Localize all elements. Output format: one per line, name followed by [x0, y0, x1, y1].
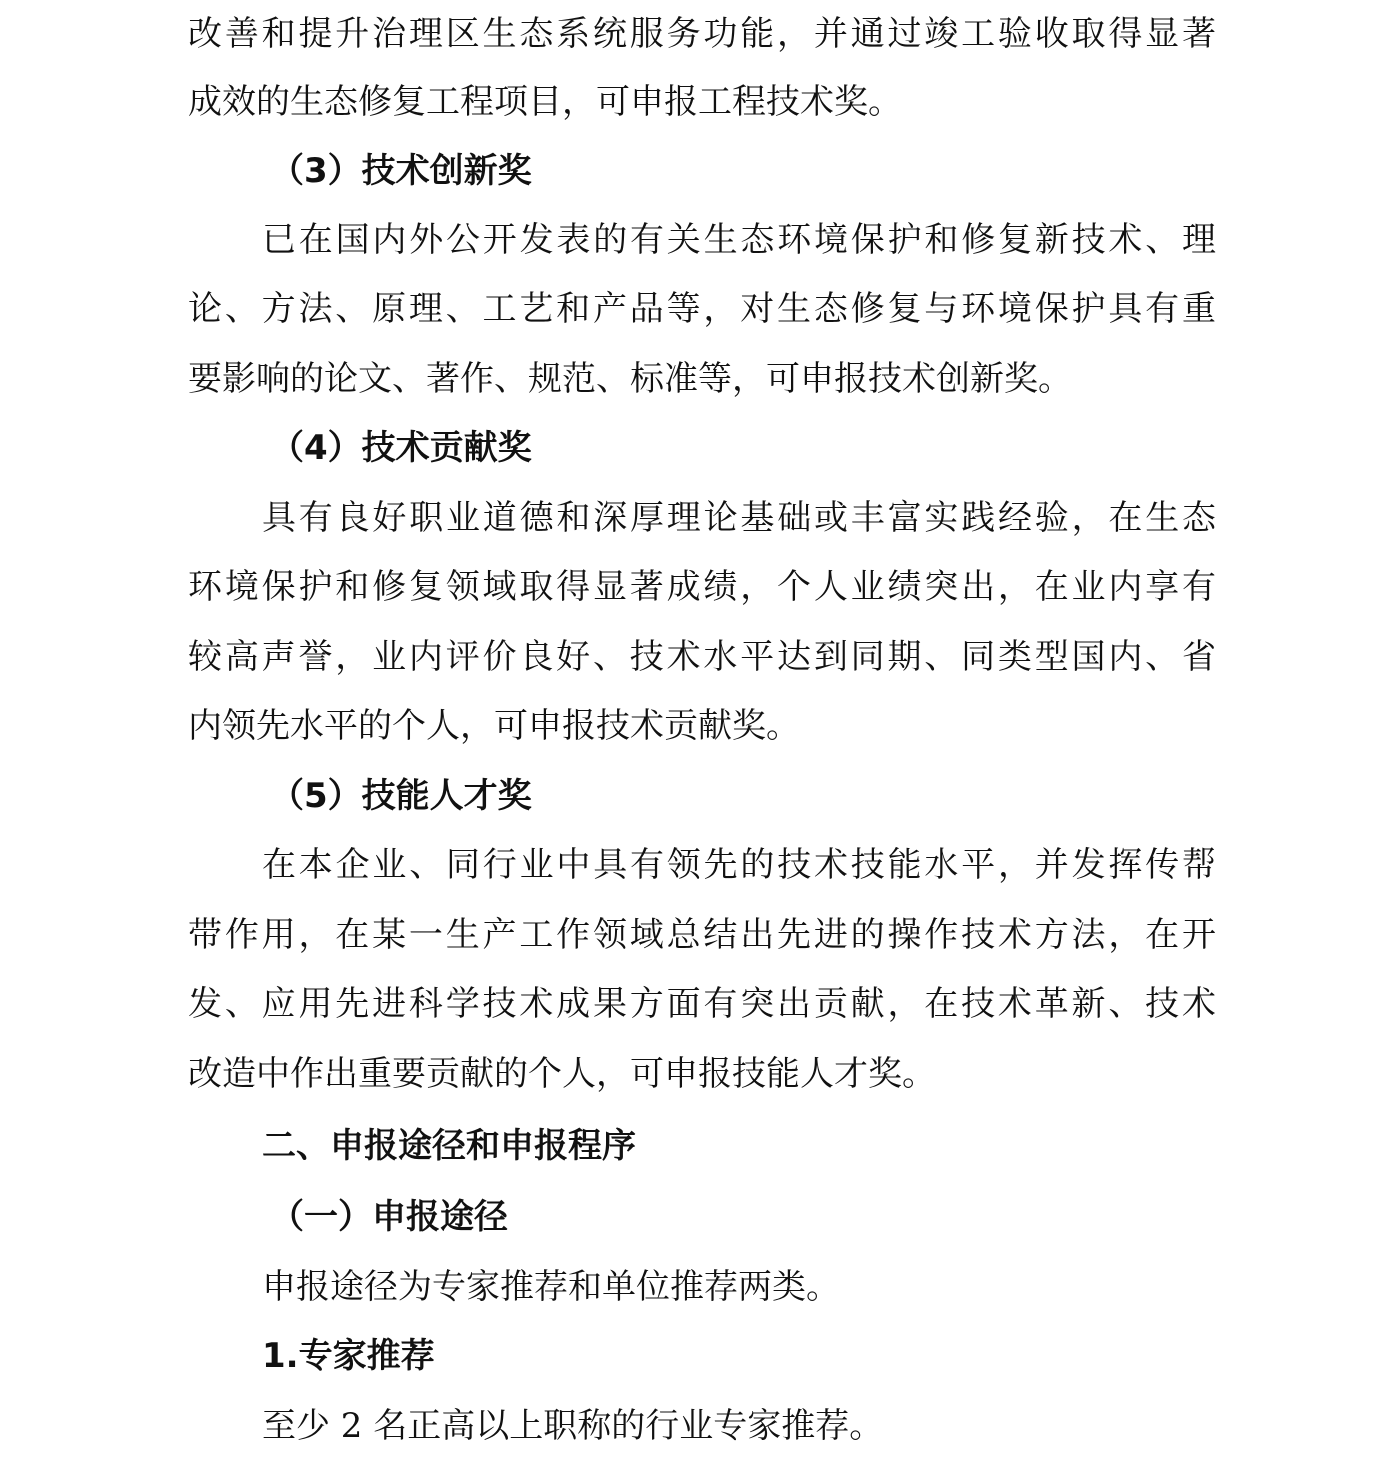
- paragraph-line-1: 改善和提升治理区生态系统服务功能，并通过竣工验收取得显著: [188, 14, 1216, 54]
- paragraph-line-12: 发、应用先进科学技术成果方面有突出贡献，在技术革新、技术: [188, 984, 1216, 1024]
- paragraph-line-7: 环境保护和修复领域取得显著成绩，个人业绩突出，在业内享有: [188, 567, 1216, 607]
- paragraph-line-5: 要影响的论文、著作、规范、标准等，可申报技术创新奖。: [188, 359, 1072, 399]
- paragraph-line-13: 改造中作出重要贡献的个人，可申报技能人才奖。: [188, 1054, 936, 1094]
- paragraph-line-4: 论、方法、原理、工艺和产品等，对生态修复与环境保护具有重: [188, 289, 1216, 329]
- section-heading-application-channels: 二、申报途径和申报程序: [262, 1126, 636, 1166]
- paragraph-line-3: 已在国内外公开发表的有关生态环境保护和修复新技术、理: [262, 220, 1216, 260]
- paragraph-line-10: 在本企业、同行业中具有领先的技术技能水平，并发挥传帮: [262, 845, 1216, 885]
- subsection-heading-channels: （一）申报途径: [270, 1197, 508, 1237]
- paragraph-line-11: 带作用，在某一生产工作领域总结出先进的操作技术方法，在开: [188, 915, 1216, 955]
- paragraph-line-2: 成效的生态修复工程项目，可申报工程技术奖。: [188, 82, 902, 122]
- subheading-technical-contribution-award: （4）技术贡献奖: [270, 428, 532, 468]
- subsection-heading-expert-recommendation: 1.专家推荐: [262, 1336, 435, 1376]
- paragraph-line-8: 较高声誉，业内评价良好、技术水平达到同期、同类型国内、省: [188, 637, 1216, 677]
- subheading-technical-innovation-award: （3）技术创新奖: [270, 151, 532, 191]
- paragraph-line-9: 内领先水平的个人，可申报技术贡献奖。: [188, 706, 800, 746]
- subheading-skilled-talent-award: （5）技能人才奖: [270, 776, 532, 816]
- paragraph-line-6: 具有良好职业道德和深厚理论基础或丰富实践经验，在生态: [262, 498, 1216, 538]
- paragraph-line-15: 至少 2 名正高以上职称的行业专家推荐。: [262, 1406, 884, 1446]
- paragraph-line-14: 申报途径为专家推荐和单位推荐两类。: [262, 1267, 840, 1307]
